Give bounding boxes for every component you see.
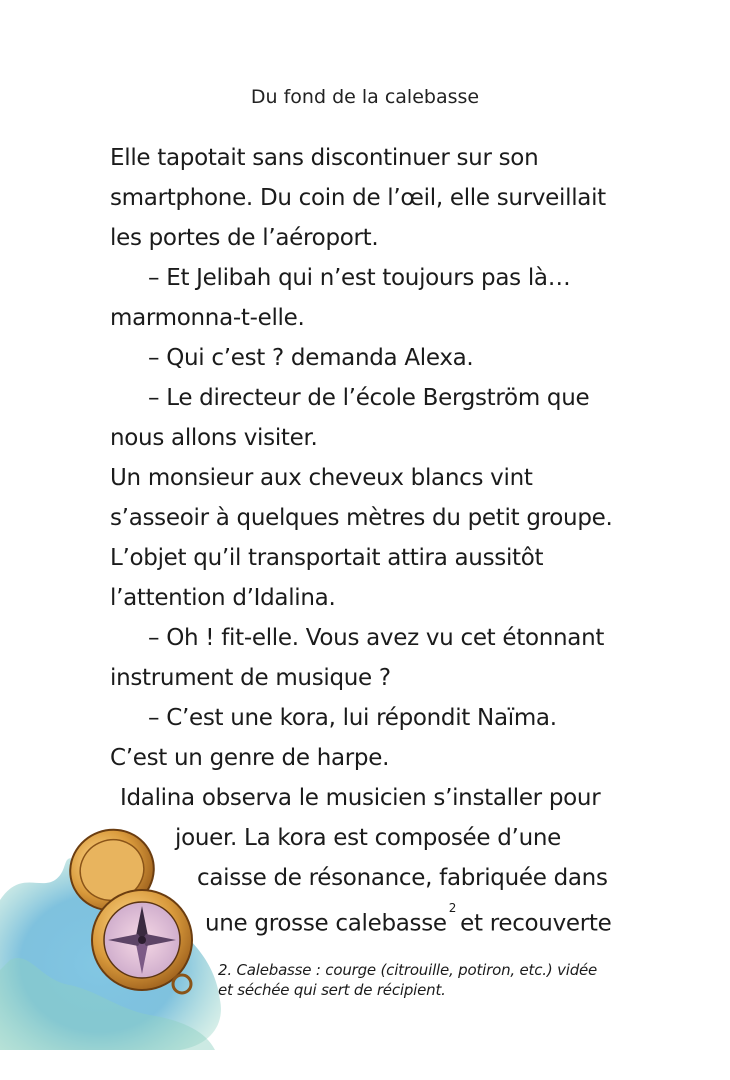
text-line: caisse de résonance, fabriquée dans (197, 865, 608, 891)
dialogue-line: – Oh ! fit-elle. Vous avez vu cet étonnant (148, 625, 605, 651)
running-head: Du fond de la calebasse (250, 86, 480, 108)
footnote-line: 2. Calebasse : courge (citrouille, potiron, etc.) vidée (218, 961, 598, 979)
text-line: smartphone. Du coin de l’œil, elle surveillait (110, 185, 606, 211)
compass-watercolor-illustration (0, 810, 230, 1050)
text-line: Un monsieur aux cheveux blancs vint (110, 465, 533, 491)
dialogue-line: – Et Jelibah qui n’est toujours pas là… (148, 265, 571, 291)
text-line: jouer. La kora est composée d’une (175, 825, 561, 851)
text-line: nous allons visiter. (110, 425, 318, 451)
text-line: l’attention d’Idalina. (110, 585, 336, 611)
text-line: s’asseoir à quelques mètres du petit groupe. (110, 505, 613, 531)
text-line: Idalina observa le musicien s’installer pour (120, 785, 601, 811)
footnote-reference: 2 (448, 901, 457, 915)
dialogue-line: – C’est une kora, lui répondit Naïma. (148, 705, 557, 731)
text-line: L’objet qu’il transportait attira aussitôt (110, 545, 544, 571)
text-line (205, 903, 611, 939)
text-line: C’est un genre de harpe. (110, 745, 390, 771)
text-line: les portes de l’aéroport. (110, 225, 379, 251)
footnote-line: et séchée qui sert de récipient. (218, 981, 446, 999)
text-line: instrument de musique ? (110, 665, 391, 691)
compass-center (138, 936, 146, 944)
text-fragment: et recouverte (460, 910, 612, 937)
text-line: Elle tapotait sans discontinuer sur son (110, 145, 539, 171)
dialogue-line: – Le directeur de l’école Bergström que (148, 385, 590, 411)
text-line: marmonna-t-elle. (110, 305, 305, 331)
text-fragment: une grosse calebasse (205, 910, 447, 937)
dialogue-line: – Qui c’est ? demanda Alexa. (148, 345, 474, 371)
